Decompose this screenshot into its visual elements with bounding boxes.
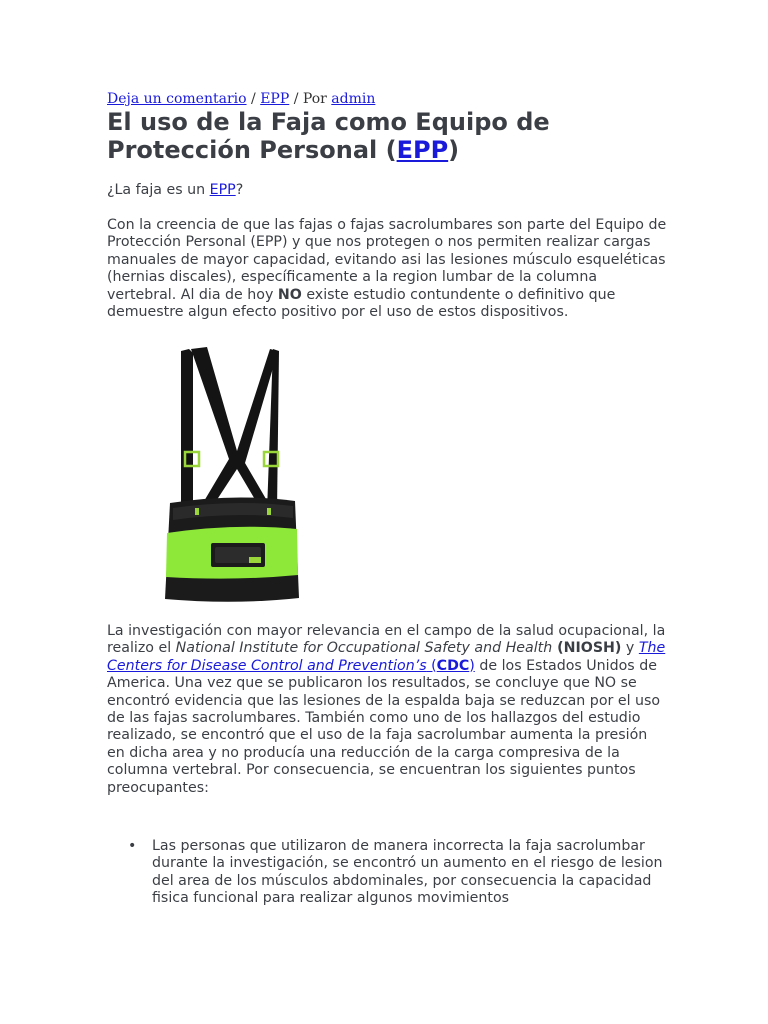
title-epp-link[interactable]: EPP xyxy=(396,136,449,164)
list-item xyxy=(107,838,667,908)
niosh-name: National Institute for Occupational Safety and Health xyxy=(175,640,553,657)
category-link[interactable]: EPP xyxy=(260,91,290,107)
intro-emphasis: NO xyxy=(277,286,302,303)
question-text: ¿La faja es un xyxy=(107,182,210,198)
title-text: El uso de la Faja como Equipo de Protección Personal ( xyxy=(107,108,550,164)
cdc-abbr-close: ) xyxy=(469,657,475,674)
niosh-abbr: (NIOSH) xyxy=(552,640,622,657)
question-paragraph xyxy=(107,182,667,199)
list-item-text: Las personas que utilizaron de manera incorrecta la faja sacrolumbar durante la investigación, se encontró un aumento en el riesgo de lesion del area de los músculos abdominales, por consecuencia la capacidad fisica funcional para realizar algunos movimientos xyxy=(152,838,663,907)
research-text: La investigación con mayor relevancia en el campo de la salud ocupacional, la realizo el xyxy=(107,623,666,657)
research-paragraph xyxy=(107,623,667,797)
author-link[interactable]: admin xyxy=(331,91,376,107)
cdc-abbr: CDC xyxy=(436,657,470,674)
research-and: y xyxy=(621,640,639,657)
meta-by-label: / Por xyxy=(289,91,332,107)
page-title xyxy=(107,108,667,164)
concerns-list xyxy=(107,838,667,908)
meta-separator: / xyxy=(246,91,261,107)
comment-link[interactable]: Deja un comentario xyxy=(107,91,247,107)
question-mark: ? xyxy=(235,182,244,198)
question-epp-link[interactable]: EPP xyxy=(209,182,236,198)
cdc-link-text: The Centers for Disease Control and Prevention’s xyxy=(107,640,666,674)
back-support-belt-image xyxy=(145,343,315,608)
back-support-belt-illustration xyxy=(145,343,315,608)
cdc-abbr-open: ( xyxy=(426,657,437,674)
title-text-end: ) xyxy=(448,136,460,164)
research-text-end: de los Estados Unidos de America. Una vez que se publicaron los resultados, se concluye que NO se encontró evidencia que las lesiones de la espalda baja se reduzcan por el uso de las fajas sacrolumbares. También como uno de los hallazgos del estudio realizado, se encontró que el uso de la faja sacrolumbar aumenta la presión en dicha area y no producía una reducción de la carga compresiva de la columna vertebral. Por consecuencia, se encuentran los siguientes puntos preocupantes: xyxy=(107,657,661,796)
intro-text-end: existe estudio contundente o definitivo que demuestre algun efecto positivo por el uso de estos dispositivos. xyxy=(107,286,616,321)
intro-paragraph xyxy=(107,217,667,321)
post-meta xyxy=(107,91,375,107)
intro-text: Con la creencia de que las fajas o fajas sacrolumbares son parte del Equipo de Protección Personal (EPP) y que nos protegen o nos permiten realizar cargas manuales de mayor capacidad, evitando asi las lesiones músculo esqueléticas (hernias discales), específicamente a la region lumbar de la columna vertebral. Al dia de hoy xyxy=(107,217,667,303)
bullet-marker: • xyxy=(128,838,137,854)
